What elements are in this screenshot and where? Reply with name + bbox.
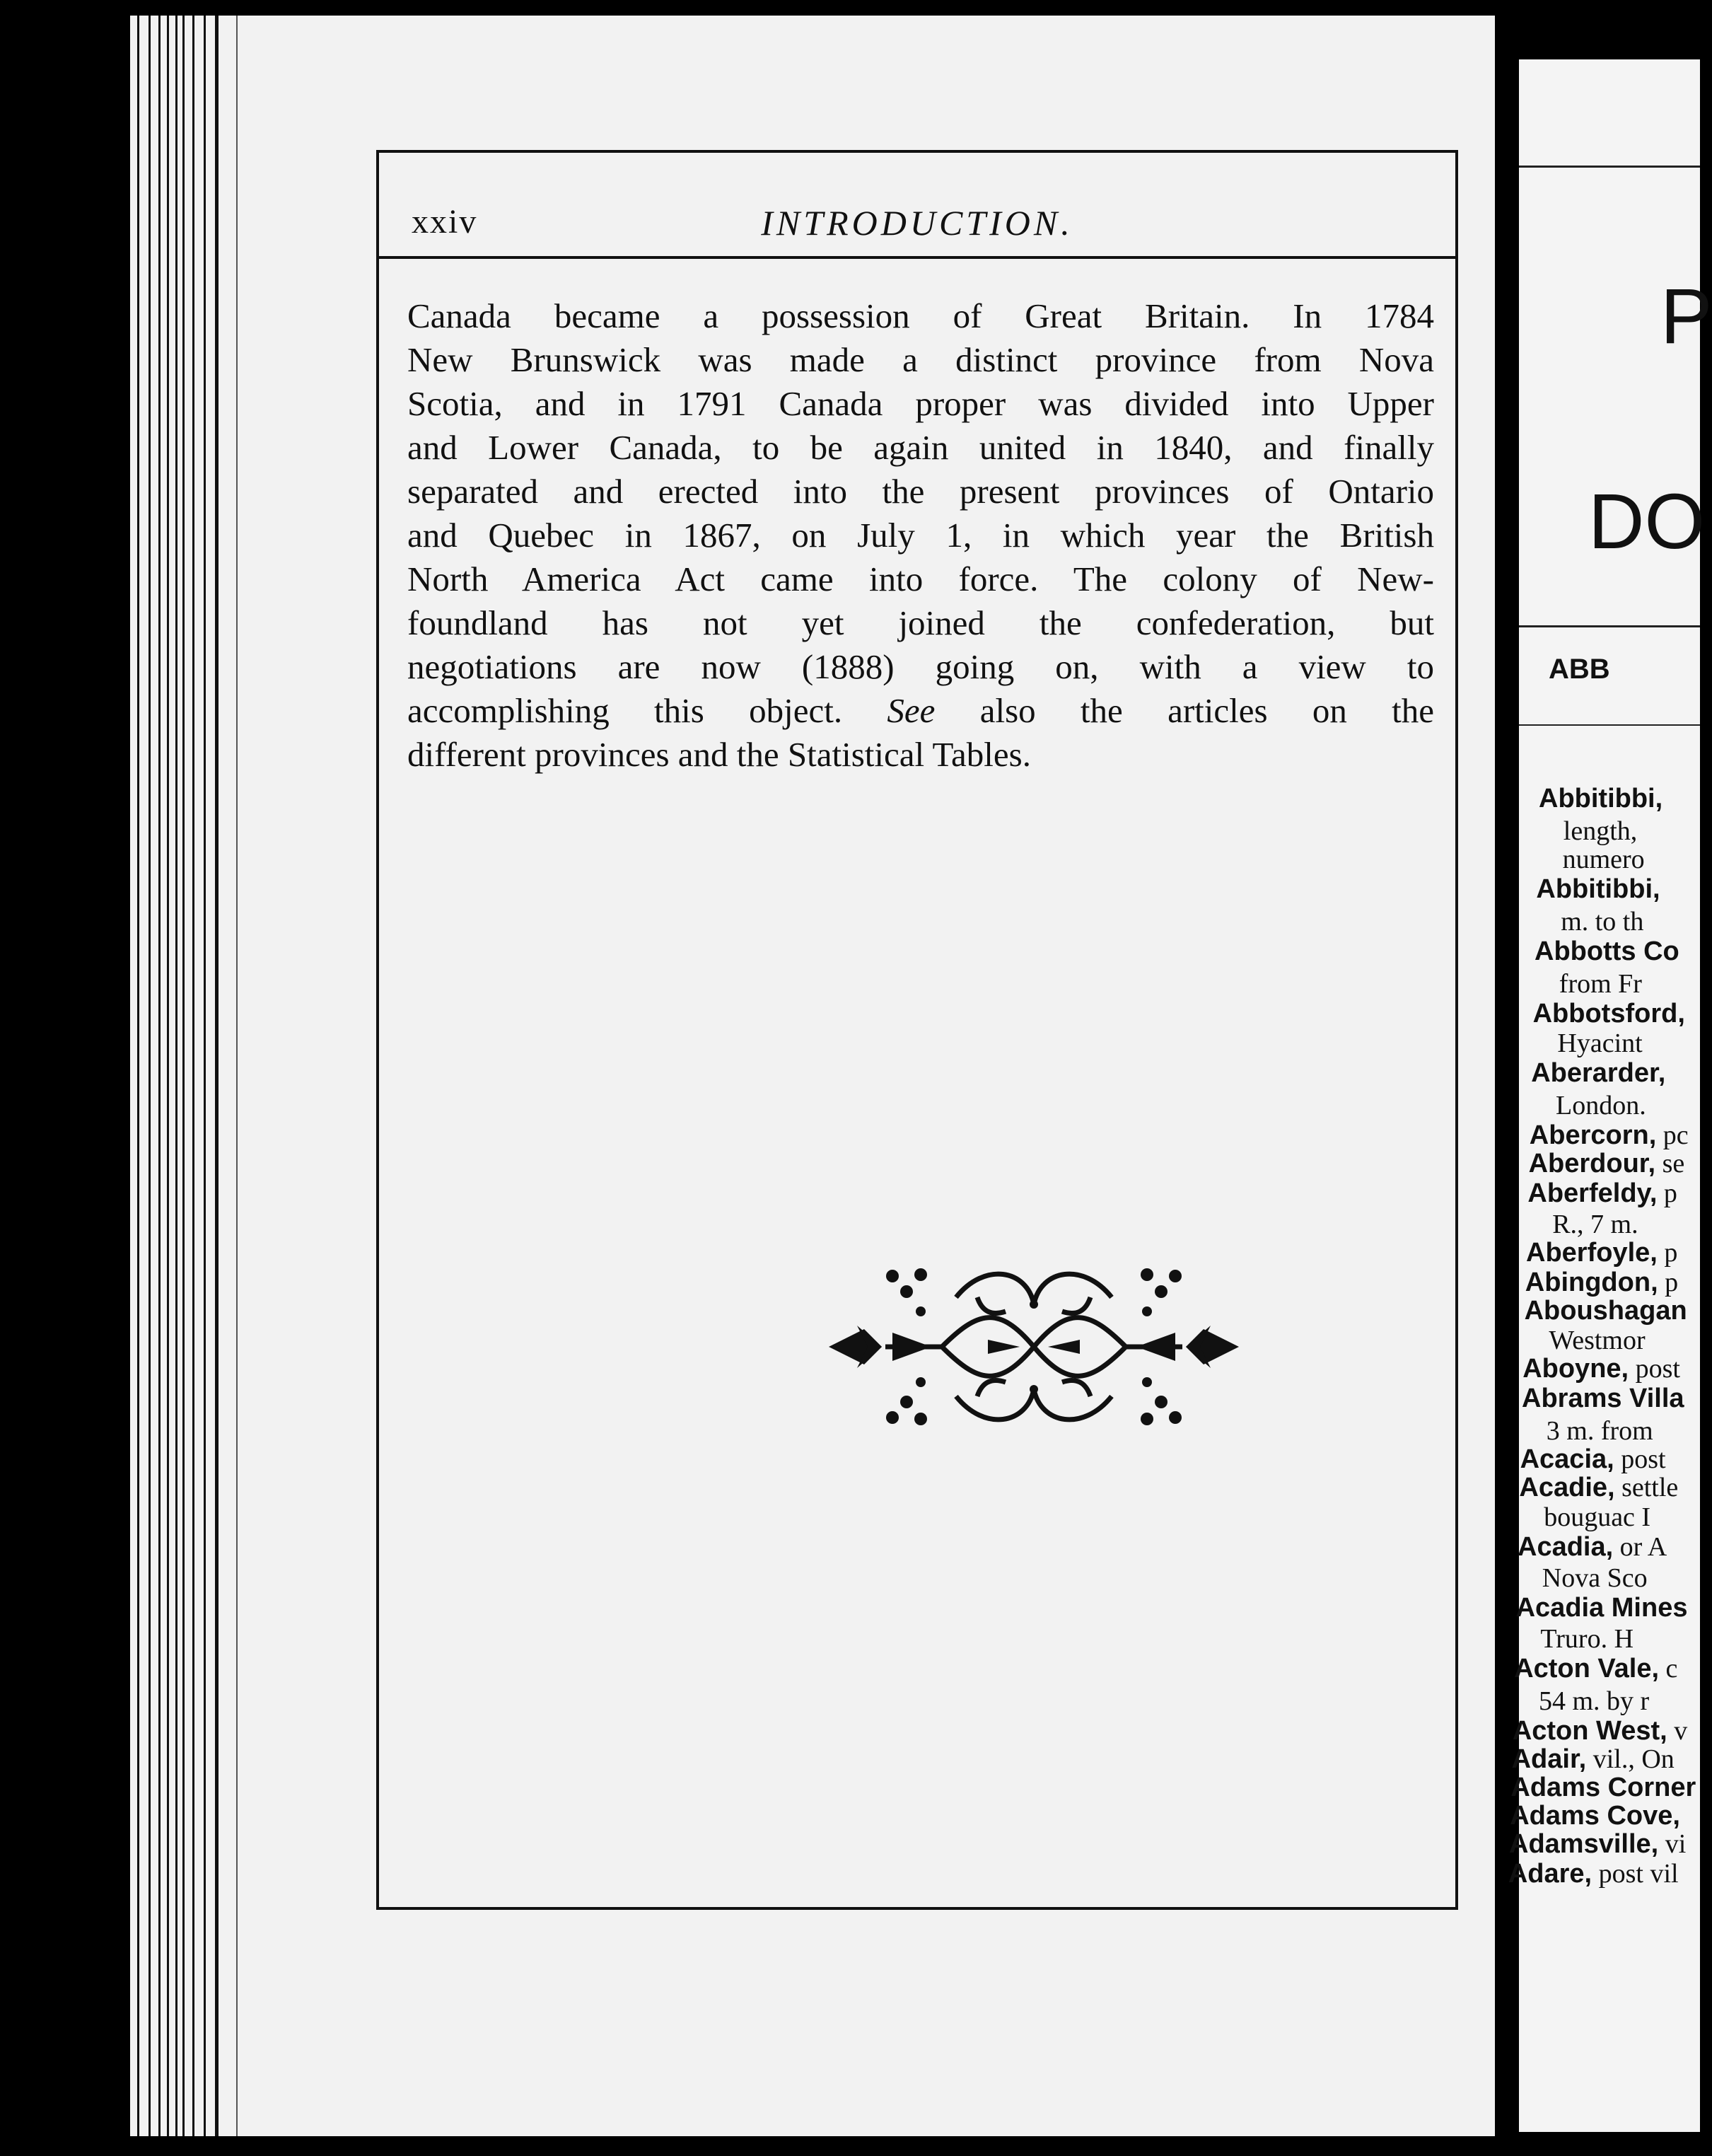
text-line: and Lower Canada, to be again united in 1840, and finally <box>407 428 1434 467</box>
entry-headword: Adams Cove, <box>1510 1801 1680 1831</box>
gazetteer-entry <box>1522 1385 1684 1412</box>
running-title: INTRODUCTION. <box>761 203 1073 243</box>
entry-text: post <box>1614 1444 1666 1474</box>
entry-headword: Aberarder, <box>1531 1058 1666 1088</box>
left-page <box>130 16 1495 2136</box>
gazetteer-entry <box>1536 876 1660 903</box>
page-edge-line <box>204 16 206 2136</box>
text-line-end: also the articles on the <box>935 691 1434 730</box>
page-edge-line <box>175 16 177 2136</box>
text-line: North America Act came into force. The colony of New- <box>407 560 1434 598</box>
gazetteer-entry <box>1527 1180 1677 1207</box>
entry-headword: Adamsville, <box>1509 1829 1659 1859</box>
gazetteer-entry <box>1512 1746 1675 1773</box>
entry-text: p <box>1658 1268 1679 1297</box>
right-page <box>1508 59 1712 2132</box>
gazetteer-entry <box>1531 1060 1665 1086</box>
top-rule <box>1519 166 1700 168</box>
entry-text: Hyacint <box>1557 1028 1643 1058</box>
text-line: separated and erected into the present provinces of Ontario <box>407 472 1434 511</box>
entry-headword: Acadia Mines <box>1515 1593 1688 1623</box>
entry-text: post vil <box>1592 1859 1679 1889</box>
gazetteer-entry <box>1563 818 1637 845</box>
body-paragraph <box>407 294 1434 777</box>
gazetteer-entry <box>1557 1030 1642 1057</box>
gazetteer-entry <box>1533 1000 1685 1027</box>
gazetteer-entry <box>1539 1688 1649 1715</box>
gazetteer-entry <box>1559 970 1642 997</box>
text-frame <box>376 150 1458 1910</box>
entry-headword: Aberfeldy, <box>1527 1178 1658 1208</box>
entry-text: 54 m. by r <box>1539 1686 1650 1716</box>
gazetteer-entry <box>1513 1717 1687 1744</box>
gazetteer-entry <box>1530 1122 1689 1149</box>
page-edge-line <box>167 16 169 2136</box>
entry-headword: Adair, <box>1511 1744 1587 1774</box>
gazetteer-entry <box>1526 1239 1677 1266</box>
entry-text: v <box>1667 1716 1688 1746</box>
entry-text: settle <box>1614 1473 1679 1502</box>
entry-text: c <box>1659 1654 1678 1683</box>
entry-text: 3 m. from <box>1546 1416 1653 1446</box>
entry-text: vi <box>1658 1829 1687 1859</box>
page-edge-line <box>137 16 139 2136</box>
entry-text: bouguac I <box>1544 1502 1651 1532</box>
entry-headword: Abbotts Co <box>1535 937 1679 966</box>
entry-text: m. to th <box>1561 907 1644 937</box>
entry-text: R., 7 m. <box>1552 1210 1638 1239</box>
entry-text: Nova Sco <box>1542 1563 1648 1593</box>
entry-text: pc <box>1656 1120 1689 1150</box>
entry-headword: Aberfoyle, <box>1526 1238 1658 1268</box>
entry-headword: Abercorn, <box>1529 1120 1657 1150</box>
entry-headword: Acton Vale, <box>1514 1654 1660 1683</box>
entry-headword: Aboushagan <box>1524 1296 1687 1326</box>
header-rule <box>1519 625 1700 627</box>
gazetteer-entry <box>1510 1774 1696 1801</box>
text-line: and Quebec in 1867, on July 1, in which year the British <box>407 516 1434 555</box>
entry-headword: Abbitibbi, <box>1539 784 1663 813</box>
gazetteer-entry <box>1556 1092 1646 1119</box>
gazetteer-entry <box>1549 1327 1645 1354</box>
entry-headword: Aberdour, <box>1528 1149 1656 1178</box>
entry-text: p <box>1657 1238 1678 1268</box>
entry-text: vil., On <box>1586 1744 1675 1774</box>
gazetteer-entry <box>1539 785 1662 812</box>
gazetteer-entry <box>1509 1831 1686 1857</box>
entry-text: London. <box>1556 1091 1646 1120</box>
entry-headword: Abbotsford, <box>1532 999 1685 1028</box>
gazetteer-entry <box>1540 1625 1634 1652</box>
text-line: different provinces and the Statistical Tables. <box>407 735 1031 774</box>
gazetteer-entry <box>1525 1297 1687 1324</box>
gazetteer-entry <box>1522 1355 1680 1382</box>
running-head <box>379 153 1455 259</box>
entry-headword: Acadie, <box>1519 1473 1615 1502</box>
entry-headword: Aboyne, <box>1522 1354 1629 1384</box>
entry-headword: Acacia, <box>1520 1444 1614 1474</box>
gazetteer-entry <box>1561 908 1643 935</box>
gazetteer-entry <box>1520 1446 1666 1473</box>
entry-headword: Acadia, <box>1518 1532 1614 1562</box>
gazetteer-entry <box>1525 1269 1678 1296</box>
gazetteer-entry <box>1510 1802 1680 1829</box>
page-edge-line <box>192 16 194 2136</box>
entry-text: Truro. H <box>1540 1624 1634 1654</box>
entry-headword: Abbitibbi, <box>1536 874 1660 904</box>
entry-text: length, <box>1563 816 1638 846</box>
gazetteer-entry <box>1544 1504 1650 1531</box>
gazetteer-entry <box>1542 1565 1648 1592</box>
entry-text: or A <box>1613 1532 1667 1562</box>
entry-text: numero <box>1562 845 1645 874</box>
gazetteer-entry <box>1516 1594 1688 1621</box>
text-line: New Brunswick was made a distinct province from Nova <box>407 340 1434 379</box>
entry-text: Westmor <box>1549 1326 1646 1355</box>
gazetteer-entry <box>1547 1418 1653 1444</box>
see-word: See <box>887 691 936 730</box>
page-edge-line <box>149 16 151 2136</box>
right-page-title: DO <box>1588 478 1705 565</box>
gazetteer-entry <box>1518 1534 1667 1560</box>
entry-text: from Fr <box>1559 969 1642 999</box>
header-rule <box>1519 724 1700 726</box>
text-line: Scotia, and in 1791 Canada proper was divided into Upper <box>407 384 1434 423</box>
entry-headword: Adams Corner <box>1510 1773 1696 1802</box>
page-edge-line <box>182 16 185 2136</box>
gazetteer-entry <box>1563 846 1645 873</box>
gazetteer-entry <box>1552 1211 1638 1238</box>
gazetteer-entry <box>1508 1860 1679 1887</box>
text-line: Canada became a possession of Great Britain. In 1784 <box>407 296 1434 335</box>
entry-headword: Acton West, <box>1512 1716 1667 1746</box>
page-number: xxiv <box>412 203 478 240</box>
gazetteer-entry <box>1519 1474 1678 1501</box>
gazetteer-entry <box>1529 1150 1685 1177</box>
guide-word: ABB <box>1549 654 1610 685</box>
right-page-title: P <box>1660 273 1712 360</box>
entry-headword: Abrams Villa <box>1522 1384 1684 1413</box>
entry-text: post <box>1629 1354 1680 1384</box>
text-line: foundland has not yet joined the confederation, but <box>407 603 1434 642</box>
text-line <box>407 689 1434 733</box>
entry-headword: Abingdon, <box>1525 1268 1658 1297</box>
entry-headword: Adare, <box>1508 1859 1592 1889</box>
page-edge-line <box>158 16 161 2136</box>
text-line: negotiations are now (1888) going on, with a view to <box>407 647 1434 686</box>
entry-text: se <box>1655 1149 1685 1178</box>
text-line-start: accomplishing this object. <box>407 691 843 730</box>
page-edge-line <box>236 16 238 2136</box>
entry-text: p <box>1657 1178 1677 1208</box>
gazetteer-entry <box>1535 938 1679 965</box>
ornament-icon <box>815 1255 1253 1439</box>
gazetteer-entry <box>1514 1655 1677 1682</box>
page-edge-line <box>215 16 219 2136</box>
